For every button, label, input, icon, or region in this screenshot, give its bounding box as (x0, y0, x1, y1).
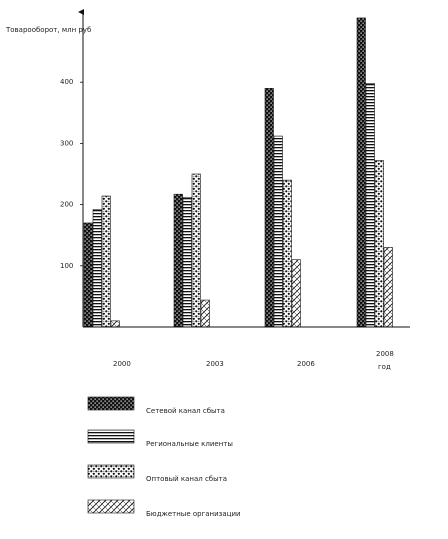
bar-2008-series-2 (366, 83, 375, 327)
bar-2000-series-1 (84, 223, 93, 327)
bar-2000-series-3 (102, 196, 111, 327)
bar-2008-series-3 (375, 161, 384, 327)
x-labels-group (113, 350, 394, 368)
bar-2003-series-4 (201, 300, 210, 327)
bar-2006-series-2 (274, 136, 283, 327)
bar-2000-series-2 (93, 209, 102, 327)
legend-swatch (88, 430, 134, 443)
x-tick-label: 2008 (376, 350, 394, 358)
legend-swatch (88, 397, 134, 410)
bar-2006-series-3 (283, 180, 292, 327)
x-tick-label: 2006 (297, 360, 315, 368)
legend (88, 397, 241, 518)
bar-2008-series-4 (384, 247, 393, 327)
bar-2003-series-2 (183, 197, 192, 327)
bar-2003-series-3 (192, 174, 201, 327)
y-axis-label: Товарооборот, млн руб (6, 26, 92, 34)
bars-group (84, 18, 393, 327)
legend-label: Оптовый канал сбыта (146, 475, 228, 483)
y-tick-label: 300 (60, 139, 74, 148)
x-tick-label: 2003 (206, 360, 224, 368)
bar-2006-series-1 (265, 88, 274, 327)
y-tick-label: 200 (60, 200, 74, 209)
x-axis-unit: год (378, 363, 391, 371)
y-ticks-group (60, 78, 83, 270)
x-tick-label: 2000 (113, 360, 131, 368)
y-tick-label: 400 (60, 78, 74, 87)
legend-label: Бюджетные организации (146, 510, 241, 518)
bar-2003-series-1 (174, 194, 183, 327)
bar-2000-series-4 (111, 321, 120, 327)
legend-label: Региональные клиенты (146, 440, 233, 448)
y-tick-label: 100 (60, 261, 74, 270)
bar-2006-series-4 (292, 260, 301, 327)
legend-label: Сетевой канал сбыта (146, 407, 225, 415)
bar-2008-series-1 (357, 18, 366, 327)
legend-swatch (88, 500, 134, 513)
y-axis-title (5, 26, 91, 34)
legend-swatch (88, 465, 134, 478)
